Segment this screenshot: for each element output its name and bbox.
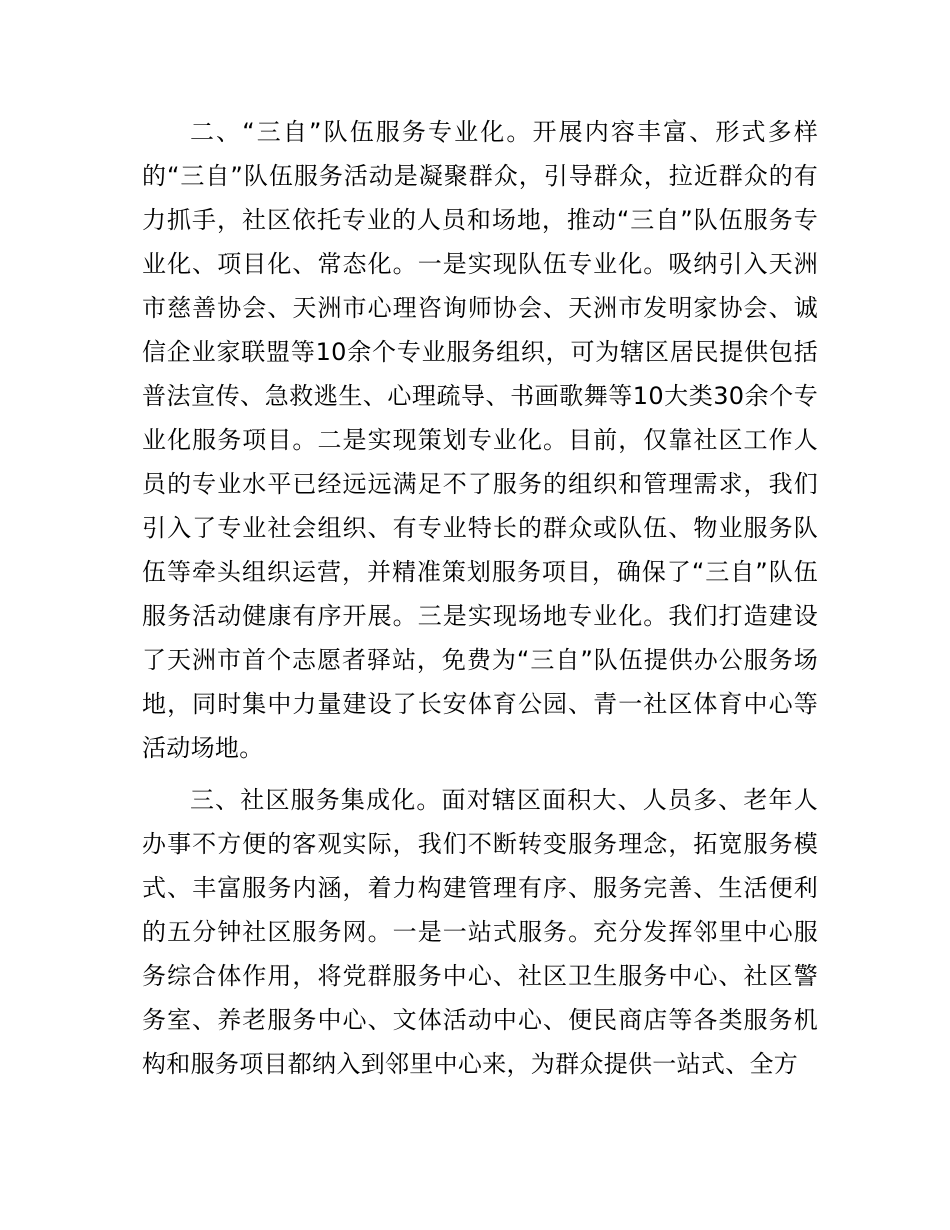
paragraph-service-integration: 三、社区服务集成化。面对辖区面积大、人员多、老年人办事不方便的客观实际，我们不断转变服务理念，拓宽服务模式、丰富服务内涵，着力构建管理有序、服务完善、生活便利的五分钟社区服务网。一是一站式服务。充分发挥邻里中心服务综合体作用，将党群服务中心、社区卫生服务中心、社区警务室、养老服务中心、文体活动中心、便民商店等各类服务机构和服务项目都纳入到邻里中心来，为群众提供一站式、全方 <box>142 786 818 1078</box>
document-body <box>142 110 818 1086</box>
paragraph-team-specialization: 二、“三自”队伍服务专业化。开展内容丰富、形式多样的“三自”队伍服务活动是凝聚群众，引导群众，拉近群众的有力抓手，社区依托专业的人员和场地，推动“三自”队伍服务专业化、项目化、常态化。一是实现队伍专业化。吸纳引入天洲市慈善协会、天洲市心理咨询师协会、天洲市发明家协会、诚信企业家联盟等10余个专业服务组织，可为辖区居民提供包括普法宣传、急救逃生、心理疏导、书画歌舞等10大类30余个专业化服务项目。二是实现策划专业化。目前，仅靠社区工作人员的专业水平已经远远满足不了服务的组织和管理需求，我们引入了专业社会组织、有专业特长的群众或队伍、物业服务队伍等牵头组织运营，并精准策划服务项目，确保了“三自”队伍服务活动健康有序开展。三是实现场地专业化。我们打造建设了天洲市首个志愿者驿站，免费为“三自”队伍提供办公服务场地，同时集中力量建设了长安体育公园、青一社区体育中心等活动场地。 <box>142 118 818 762</box>
